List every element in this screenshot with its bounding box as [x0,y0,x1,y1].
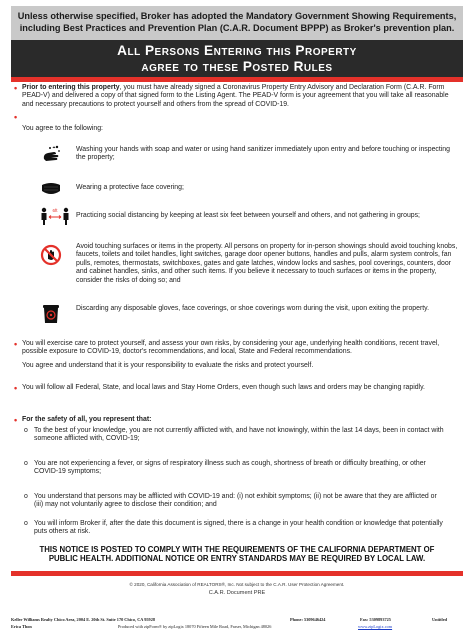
footer-url-link[interactable]: www.zipLogix.com [358,624,393,629]
rule-discard-text: Discarding any disposable gloves, face coverings, or shoe coverings worn during the visit, upon exiting the property. [76,305,430,312]
laws-paragraph: You will follow all Federal, State, and local laws and Stay Home Orders, even though such laws and orders may be changing rapidly. [22,384,425,391]
footer-agent: Erica Thon [11,624,32,629]
rule-no-touch-text: Avoid touching surfaces or items in the property. All persons on property for in-person showings should avoid touching knobs, faucets, toilets and toilet handles, light switches, garage door opener buttons, handles and pulls, alarm system controls, fan pulls, remotes, thermostats, switchboxes, gates and gate latches, window locks and sashes, pool coverings, counters, door and cabinet handles, sinks, and other such items. If you believe it necessary to touch surfaces or items in the property, consider the risks of doing so; and [76,243,458,284]
rule-mask-text: Wearing a protective face covering; [76,184,184,191]
red-divider-top [11,77,463,82]
rule-handwash-text: Washing your hands with soap and water or using hand sanitizer immediately upon entry and before touching or inspecting the property; [76,146,450,162]
represent-item-2: You are not experiencing a fever, or signs of respiratory illness such as cough, shortness of breath or difficulty breathing, or other COVID-19 symptoms; [34,460,426,476]
red-divider-bottom [11,571,463,576]
red-bullet: • [14,112,18,122]
footer-office: Keller Williams Realty Chico Area, 2004 E. 20th St. Suite 170 Chico, CA 95928 [11,617,155,622]
copyright-line: © 2020, California Association of REALTORS®, Inc. Not subject to the C.A.R. User Protection Agreement. [129,582,345,587]
notice-line-2: PUBLIC HEALTH. ADDITIONAL NOTICE OR ENTRY STANDARDS MAY BE REQUIRED BY LOCAL LAW. [48,554,426,563]
footer-fax: Fax: 5309893725 [360,617,391,622]
footer-untitled: Untitled [432,617,448,622]
list-item-marker: o [24,427,28,434]
notice-line-1: THIS NOTICE IS POSTED TO COMPLY WITH THE REQUIREMENTS OF THE CALIFORNIA DEPARTMENT OF [39,545,435,554]
caution-paragraph: You will exercise care to protect yourself, and assess your own risks, by considering your age, underlying health conditions, recent travel, possible exposure to COVID-19, doctor's recommendations, and local, State and Federal recommendations. [22,340,440,356]
no-touch-icon [40,244,62,266]
banner-line-2: including Best Practices and Prevention Plan (C.A.R. Document BPPP) as Broker's prevention plan. [19,22,455,33]
footer-phone: Phone: 5309646424 [290,617,326,622]
handwash-icon [40,143,62,165]
rule-distance-text: Practicing social distancing by keeping at least six feet between yourself and others, and not gathering in groups; [76,212,420,219]
represent-heading: For the safety of all, you represent that: [22,416,152,423]
understand-line: You agree and understand that it is your responsibility to evaluate the risks and protect yourself. [22,362,314,369]
legal-notice [11,545,463,563]
title-line-1: All Persons Entering this Property [117,43,357,58]
intro-lead: Prior to entering this property [22,84,120,91]
intro-paragraph [22,84,452,109]
represent-item-4: You will inform Broker if, after the date this document is signed, there is a change in your health condition or knowledge that potentially puts others at risk. [34,520,443,536]
list-item-marker: o [24,493,28,500]
social-distance-icon [40,204,70,226]
banner-line-1: Unless otherwise specified, Broker has adopted the Mandatory Government Showing Requirements, [17,11,457,21]
biohazard-bin-icon [40,302,62,324]
requirements-banner [11,6,463,40]
document-name: C.A.R. Document PRE [208,590,266,596]
title-line-2: agree to these Posted Rules [141,59,333,74]
represent-item-1: To the best of your knowledge, you are not currently afflicted with, and have not knowingly, within the last 14 days, been in contact with someone afflicted with, COVID-19; [34,427,444,443]
footer-produced: Produced with zipForm® by zipLogix 18070 Fifteen Mile Road, Fraser, Michigan 48026 [118,624,272,629]
red-bullet: • [14,339,18,349]
title-banner [11,40,463,77]
red-bullet: • [14,415,18,425]
red-bullet: • [14,383,18,393]
distance-label: 6ft [52,208,58,213]
list-item-marker: o [24,520,28,527]
intro-text: , you must have already signed a Coronavirus Property Entry Advisory and Declaration Form (C.A.R. Form PEAD-V) and delivered a copy of that signed form to the Listing Agent. The PEAD-V form is your agreement that you will take all reasonable and necessary precautions to protect yourself and others from the spread of COVID-19. [22,84,449,108]
red-bullet: • [14,83,18,93]
represent-item-3: You understand that persons may be afflicted with COVID-19 and: (i) not exhibit symptoms; (ii) not be aware that they are afflicted or (iii) may not voluntarily agree to disclose their condition; and [34,493,437,509]
agree-line: You agree to the following: [22,125,103,132]
face-mask-icon [40,177,62,199]
list-item-marker: o [24,460,28,467]
